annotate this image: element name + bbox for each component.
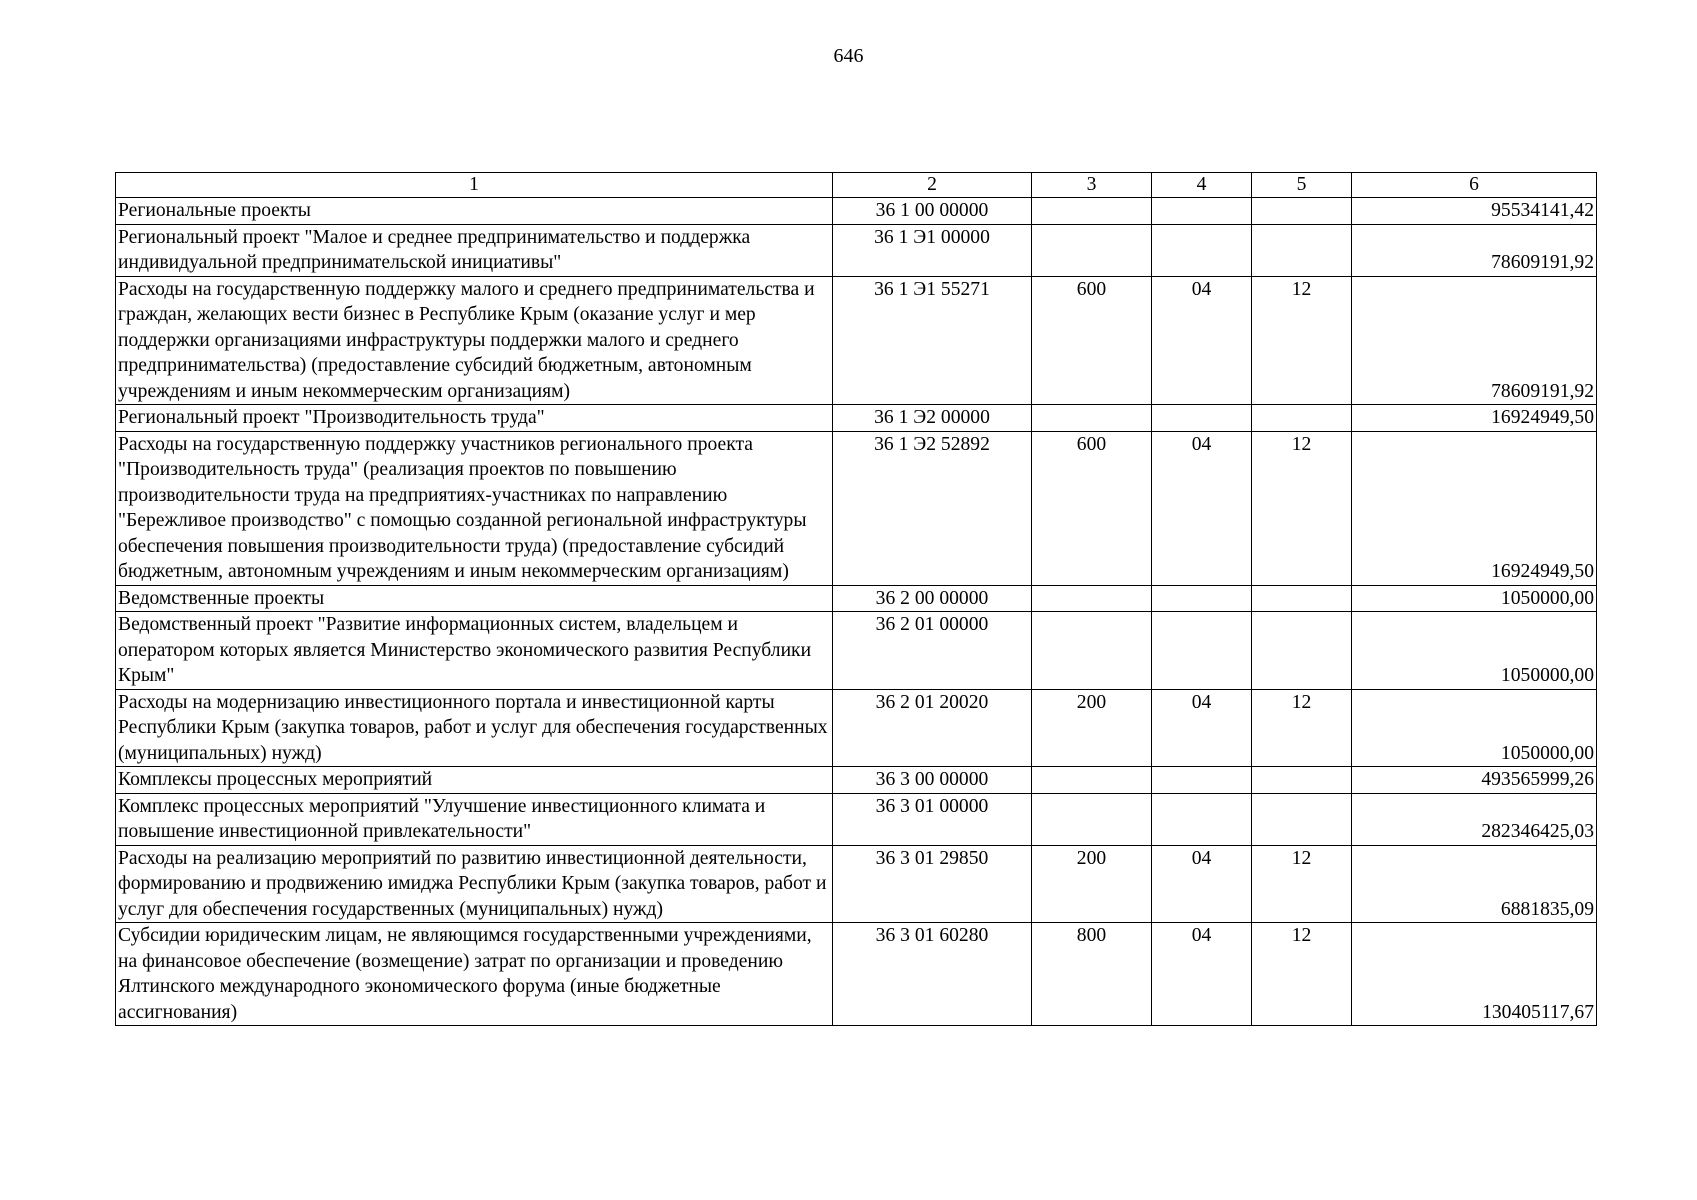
row-col5-cell: 12 — [1252, 431, 1352, 585]
row-code-cell: 36 1 00 00000 — [833, 198, 1032, 225]
table-row — [116, 793, 1597, 845]
row-code-cell: 36 2 00 00000 — [833, 585, 1032, 612]
row-name-cell: Ведомственный проект "Развитие информационных систем, владельцем и оператором которых является Министерство экономического развития Республики Крым" — [116, 612, 833, 690]
row-col3-cell — [1032, 793, 1152, 845]
row-col3-cell — [1032, 198, 1152, 225]
row-code-cell: 36 1 Э2 52892 — [833, 431, 1032, 585]
table-row — [116, 224, 1597, 276]
row-col5-cell — [1252, 612, 1352, 690]
row-name-cell: Региональный проект "Малое и среднее предпринимательство и поддержка индивидуальной предпринимательской инициативы" — [116, 224, 833, 276]
row-col3-cell: 600 — [1032, 431, 1152, 585]
table-row — [116, 198, 1597, 225]
row-col4-cell: 04 — [1152, 923, 1252, 1026]
table-row — [116, 405, 1597, 432]
row-col3-cell — [1032, 612, 1152, 690]
budget-table — [115, 172, 1597, 1026]
table-row — [116, 585, 1597, 612]
column-header: 5 — [1252, 173, 1352, 198]
row-name-cell: Расходы на государственную поддержку участников регионального проекта "Производительность труда" (реализация проектов по повышению производительности труда на предприятиях-участниках по направлению "Бережливое производство" с помощью созданной региональной инфраструктуры обеспечения повышения производительности труда) (предоставление субсидий бюджетным, автономным учреждениям и иным некоммерческим организациям) — [116, 431, 833, 585]
row-col4-cell — [1152, 405, 1252, 432]
row-col5-cell: 12 — [1252, 276, 1352, 405]
row-col3-cell: 200 — [1032, 689, 1152, 767]
row-code-cell: 36 1 Э1 00000 — [833, 224, 1032, 276]
row-code-cell: 36 2 01 20020 — [833, 689, 1032, 767]
row-col4-cell: 04 — [1152, 431, 1252, 585]
row-name-cell: Расходы на реализацию мероприятий по развитию инвестиционной деятельности, формированию и продвижению имиджа Республики Крым (закупка товаров, работ и услуг для обеспечения государственных (муниципальных) нужд) — [116, 845, 833, 923]
row-name-cell: Расходы на модернизацию инвестиционного портала и инвестиционной карты Республики Крым (закупка товаров, работ и услуг для обеспечения государственных (муниципальных) нужд) — [116, 689, 833, 767]
row-col4-cell — [1152, 793, 1252, 845]
row-col5-cell: 12 — [1252, 923, 1352, 1026]
row-amount-cell: 78609191,92 — [1352, 276, 1597, 405]
row-amount-cell: 78609191,92 — [1352, 224, 1597, 276]
table-row — [116, 431, 1597, 585]
row-col4-cell: 04 — [1152, 845, 1252, 923]
row-col5-cell — [1252, 585, 1352, 612]
row-name-cell: Субсидии юридическим лицам, не являющимся государственными учреждениями, на финансовое обеспечение (возмещение) затрат по организации и проведению Ялтинского международного экономического форума (иные бюджетные ассигнования) — [116, 923, 833, 1026]
table-header-row — [116, 173, 1597, 198]
row-amount-cell: 6881835,09 — [1352, 845, 1597, 923]
row-col3-cell: 200 — [1032, 845, 1152, 923]
row-col4-cell: 04 — [1152, 276, 1252, 405]
row-col3-cell — [1032, 585, 1152, 612]
table-row — [116, 612, 1597, 690]
column-header: 6 — [1352, 173, 1597, 198]
column-header: 2 — [833, 173, 1032, 198]
row-amount-cell: 130405117,67 — [1352, 923, 1597, 1026]
row-col5-cell: 12 — [1252, 845, 1352, 923]
row-code-cell: 36 3 00 00000 — [833, 767, 1032, 794]
row-col4-cell — [1152, 612, 1252, 690]
row-col4-cell — [1152, 767, 1252, 794]
row-name-cell: Комплексы процессных мероприятий — [116, 767, 833, 794]
row-code-cell: 36 3 01 29850 — [833, 845, 1032, 923]
row-col4-cell — [1152, 224, 1252, 276]
row-amount-cell: 282346425,03 — [1352, 793, 1597, 845]
row-name-cell: Расходы на государственную поддержку малого и среднего предпринимательства и граждан, желающих вести бизнес в Республике Крым (оказание услуг и мер поддержки организациями инфраструктуры поддержки малого и среднего предпринимательства) (предоставление субсидий бюджетным, автономным учреждениям и иным некоммерческим организациям) — [116, 276, 833, 405]
row-name-cell: Комплекс процессных мероприятий "Улучшение инвестиционного климата и повышение инвестиционной привлекательности" — [116, 793, 833, 845]
row-name-cell: Региональный проект "Производительность труда" — [116, 405, 833, 432]
page-number: 646 — [833, 45, 864, 67]
row-col3-cell — [1032, 405, 1152, 432]
table-row — [116, 276, 1597, 405]
table-row — [116, 923, 1597, 1026]
row-amount-cell: 1050000,00 — [1352, 585, 1597, 612]
row-col4-cell: 04 — [1152, 689, 1252, 767]
row-col5-cell — [1252, 224, 1352, 276]
row-col3-cell — [1032, 767, 1152, 794]
row-col5-cell: 12 — [1252, 689, 1352, 767]
row-col5-cell — [1252, 405, 1352, 432]
row-amount-cell: 1050000,00 — [1352, 689, 1597, 767]
row-code-cell: 36 3 01 60280 — [833, 923, 1032, 1026]
row-col5-cell — [1252, 767, 1352, 794]
row-code-cell: 36 1 Э1 55271 — [833, 276, 1032, 405]
row-col5-cell — [1252, 793, 1352, 845]
row-code-cell: 36 3 01 00000 — [833, 793, 1032, 845]
row-amount-cell: 16924949,50 — [1352, 431, 1597, 585]
row-amount-cell: 1050000,00 — [1352, 612, 1597, 690]
row-name-cell: Ведомственные проекты — [116, 585, 833, 612]
row-col5-cell — [1252, 198, 1352, 225]
table-row — [116, 845, 1597, 923]
column-header: 4 — [1152, 173, 1252, 198]
row-amount-cell: 493565999,26 — [1352, 767, 1597, 794]
table-row — [116, 767, 1597, 794]
row-col4-cell — [1152, 585, 1252, 612]
row-col3-cell: 800 — [1032, 923, 1152, 1026]
row-code-cell: 36 2 01 00000 — [833, 612, 1032, 690]
row-name-cell: Региональные проекты — [116, 198, 833, 225]
row-code-cell: 36 1 Э2 00000 — [833, 405, 1032, 432]
row-col3-cell: 600 — [1032, 276, 1152, 405]
row-amount-cell: 16924949,50 — [1352, 405, 1597, 432]
row-amount-cell: 95534141,42 — [1352, 198, 1597, 225]
row-col3-cell — [1032, 224, 1152, 276]
column-header: 3 — [1032, 173, 1152, 198]
row-col4-cell — [1152, 198, 1252, 225]
table-row — [116, 689, 1597, 767]
column-header: 1 — [116, 173, 833, 198]
